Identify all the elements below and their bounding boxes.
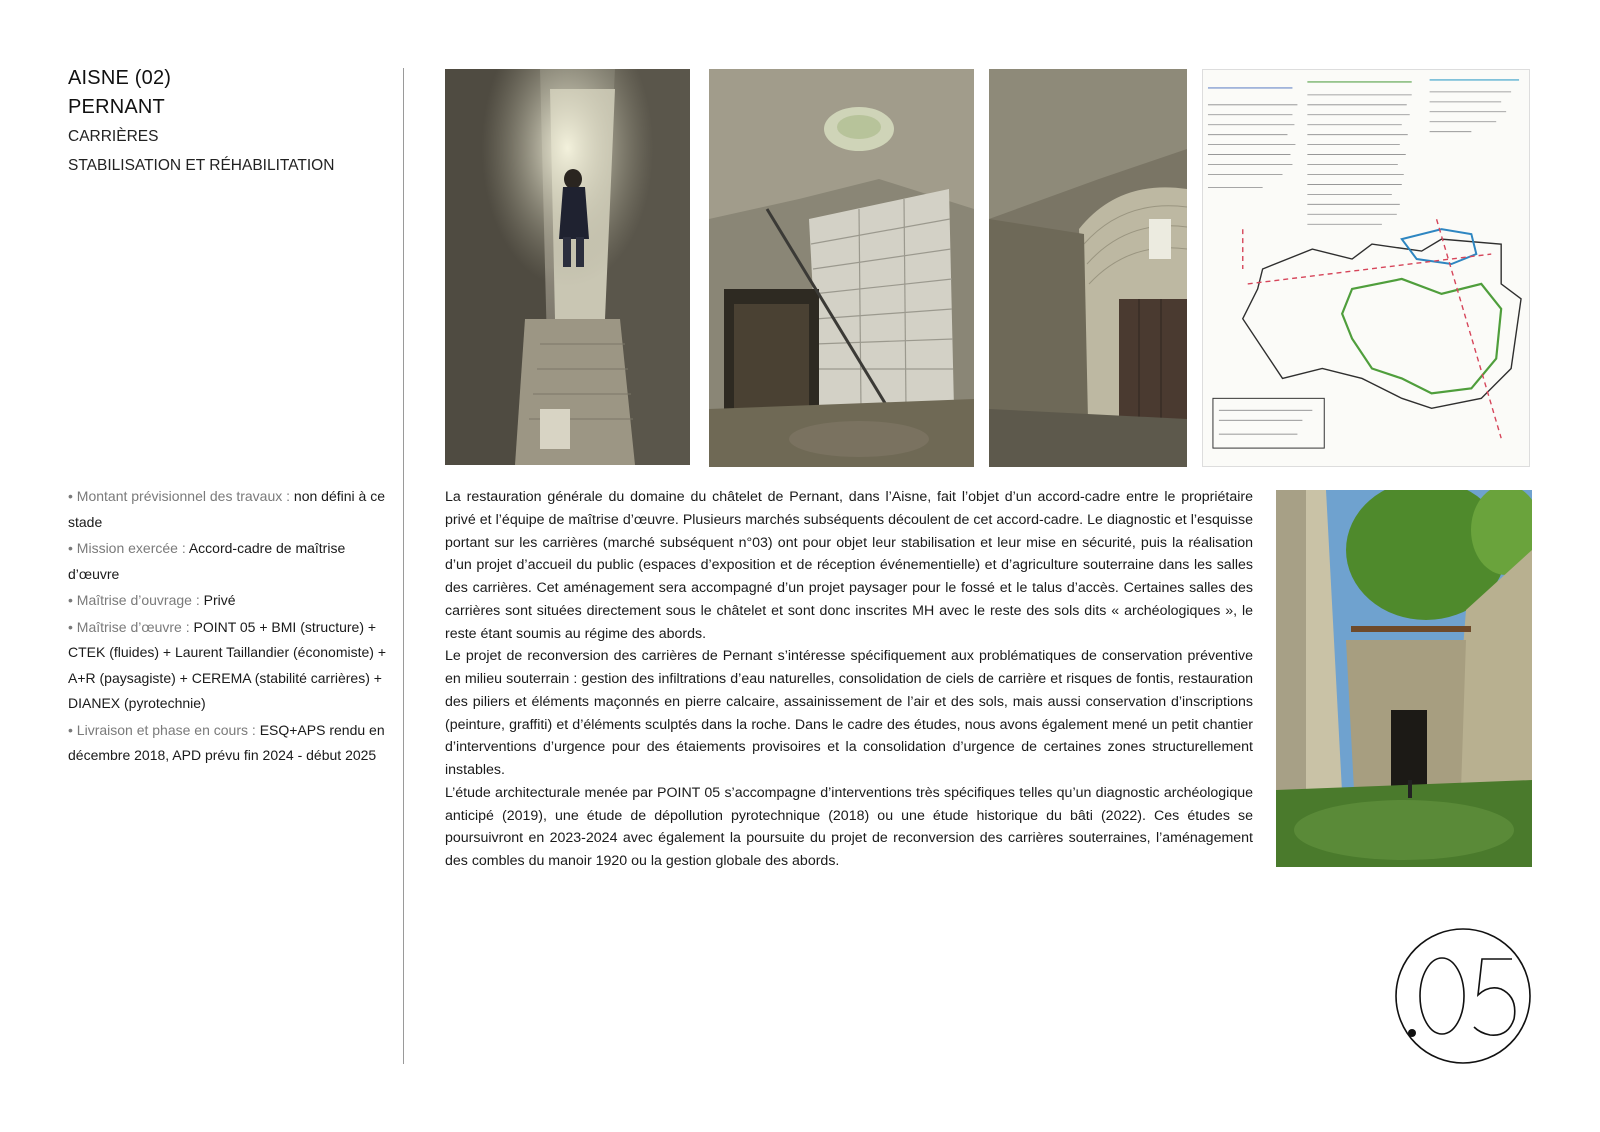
project-info-list bbox=[68, 484, 386, 770]
description-paragraph-3: L’étude architecturale menée par POINT 05 s’accompagne d’interventions très spécifiques telles qu’un diagnostic archéologique anticipé (2019), une étude de dépollution pyrotechnique (2018) ou une étude historique du bâti (2022). Ces études se poursuivront en 2023-2024 avec également la poursuite du projet de reconversion des carrières souterraines, l’aménagement des combles du manoir 1920 ou la gestion globale des abords. bbox=[445, 784, 1253, 869]
info-item-mission: • Mission exercée : Accord-cadre de maîtrise d’œuvre bbox=[68, 540, 346, 582]
point05-logo bbox=[1394, 927, 1532, 1065]
info-item-client: • Maîtrise d’ouvrage : Privé bbox=[68, 592, 236, 608]
town-title: PERNANT bbox=[68, 96, 165, 118]
info-item-budget: • Montant prévisionnel des travaux : non défini à ce stade bbox=[68, 488, 385, 530]
info-item-team: • Maîtrise d’œuvre : POINT 05 + BMI (structure) + CTEK (fluides) + Laurent Taillandier (économiste) + A+R (paysagiste) + CEREMA (stabilité carrières) + DIANEX (pyrotechnie) bbox=[68, 618, 387, 711]
vertical-divider bbox=[403, 68, 404, 1064]
site-subtitle: CARRIÈRES bbox=[68, 128, 159, 145]
photo-vaulted-gallery bbox=[989, 69, 1187, 467]
photo-exterior-trench bbox=[1276, 490, 1532, 867]
description-paragraph-2: Le projet de reconversion des carrières de Pernant s’intéresse spécifiquement aux problématiques de conservation préventive en milieu souterrain : gestion des infiltrations d’eau naturelles, consolidation de ciels de carrière et risques de fontis, restauration des piliers et éléments maçonnés en pierre calcaire, assainissement de l’air et des sols, mais aussi conservation d’inscriptions (peinture, graffiti) et d’éléments sculptés dans la roche. Dans le cadre des études, nous avons également mené un petit chantier d’interventions d’urgence pour des étaiements provisoires et la consolidation d’urgence de certaines zones structurellement instables. bbox=[445, 648, 1253, 778]
info-item-delivery: • Livraison et phase en cours : ESQ+APS rendu en décembre 2018, APD prévu fin 2024 - début 2025 bbox=[68, 721, 385, 763]
region-title: AISNE (02) bbox=[68, 67, 172, 89]
plan-sketch-programme bbox=[1202, 69, 1530, 467]
description-paragraph-1: La restauration générale du domaine du châtelet de Pernant, dans l’Aisne, fait l’objet d’un accord-cadre entre le propriétaire privé et l’équipe de maîtrise d’œuvre. Plusieurs marchés subséquents découlent de cet accord-cadre. Le diagnostic et l’esquisse portant sur les carrières (marché subséquent n°03) ont pour objet leur stabilisation et leur mise en sécurité, puis la réalisation d’un projet d’accueil du public (espaces d’exposition et de réception événementielle) et d’agriculture souterraine dans les salles des carrières. Cet aménagement sera accompagné d’un projet paysager pour le fossé et le talus d’accès. Certaines salles des carrières sont situées directement sous le châtelet et sont donc inscrites MH avec le reste des sols dits « archéologiques », le reste étant soumis au régime des abords. bbox=[445, 489, 1253, 642]
project-description bbox=[445, 486, 1253, 873]
photo-quarry-masonry-wall bbox=[709, 69, 974, 467]
project-header bbox=[68, 64, 388, 180]
photo-staircase-corridor bbox=[445, 69, 690, 465]
work-subtitle: STABILISATION ET RÉHABILITATION bbox=[68, 157, 335, 174]
